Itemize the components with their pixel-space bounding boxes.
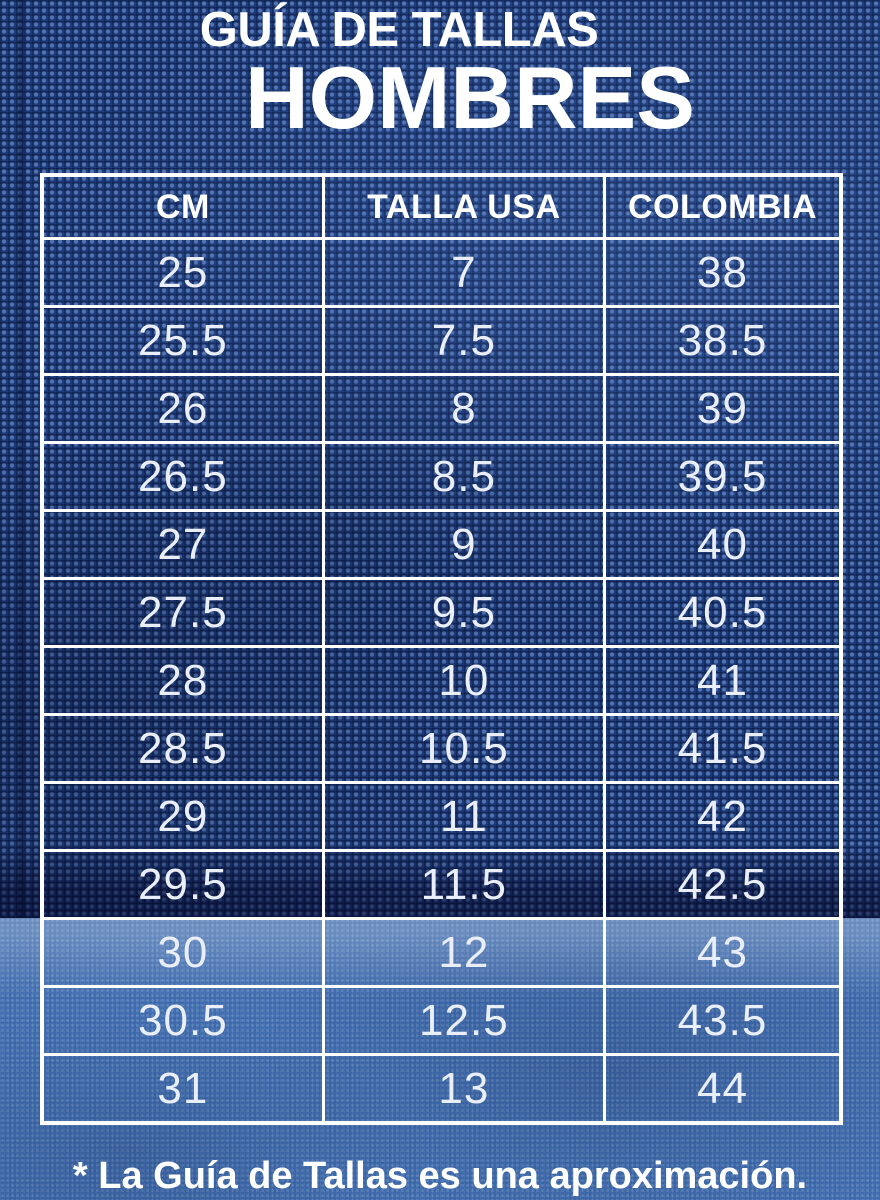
table-row <box>42 647 841 715</box>
cell-colombia: 42 <box>604 783 841 851</box>
size-table-header <box>42 175 841 239</box>
cell-colombia: 44 <box>604 1055 841 1124</box>
cell-colombia: 38 <box>604 239 841 307</box>
cell-talla-usa: 10 <box>323 647 604 715</box>
cell-talla-usa: 8 <box>323 375 604 443</box>
column-header-talla-usa: TALLA USA <box>323 175 604 239</box>
table-row <box>42 851 841 919</box>
table-row <box>42 511 841 579</box>
cell-cm: 31 <box>42 1055 323 1124</box>
cell-cm: 27 <box>42 511 323 579</box>
size-table-body <box>42 239 841 1124</box>
cell-talla-usa: 11 <box>323 783 604 851</box>
cell-cm: 30 <box>42 919 323 987</box>
table-row <box>42 307 841 375</box>
cell-cm: 27.5 <box>42 579 323 647</box>
table-row <box>42 783 841 851</box>
cell-colombia: 40 <box>604 511 841 579</box>
cell-talla-usa: 12.5 <box>323 987 604 1055</box>
page-subtitle-hombres: HOMBRES <box>245 48 695 147</box>
cell-colombia: 41 <box>604 647 841 715</box>
cell-cm: 28 <box>42 647 323 715</box>
table-row <box>42 239 841 307</box>
size-table <box>40 173 843 1125</box>
cell-colombia: 41.5 <box>604 715 841 783</box>
table-row <box>42 1055 841 1124</box>
cell-colombia: 42.5 <box>604 851 841 919</box>
cell-talla-usa: 7.5 <box>323 307 604 375</box>
cell-cm: 25 <box>42 239 323 307</box>
cell-colombia: 38.5 <box>604 307 841 375</box>
table-row <box>42 375 841 443</box>
cell-colombia: 40.5 <box>604 579 841 647</box>
page-title: GUÍA DE TALLAS <box>199 3 599 57</box>
approximation-footnote: * La Guía de Tallas es una aproximación. <box>72 1155 808 1197</box>
header-row <box>42 175 841 239</box>
table-row <box>42 987 841 1055</box>
cell-talla-usa: 8.5 <box>323 443 604 511</box>
table-row <box>42 579 841 647</box>
cell-colombia: 43 <box>604 919 841 987</box>
cell-talla-usa: 9.5 <box>323 579 604 647</box>
cell-talla-usa: 11.5 <box>323 851 604 919</box>
cell-cm: 26 <box>42 375 323 443</box>
cell-cm: 28.5 <box>42 715 323 783</box>
cell-colombia: 43.5 <box>604 987 841 1055</box>
cell-cm: 29.5 <box>42 851 323 919</box>
cell-cm: 25.5 <box>42 307 323 375</box>
cell-cm: 26.5 <box>42 443 323 511</box>
cell-talla-usa: 10.5 <box>323 715 604 783</box>
cell-talla-usa: 7 <box>323 239 604 307</box>
cell-cm: 30.5 <box>42 987 323 1055</box>
cell-talla-usa: 12 <box>323 919 604 987</box>
cell-cm: 29 <box>42 783 323 851</box>
cell-colombia: 39.5 <box>604 443 841 511</box>
cell-talla-usa: 9 <box>323 511 604 579</box>
cell-talla-usa: 13 <box>323 1055 604 1124</box>
table-row <box>42 715 841 783</box>
table-row <box>42 919 841 987</box>
cell-colombia: 39 <box>604 375 841 443</box>
column-header-cm: CM <box>42 175 323 239</box>
table-row <box>42 443 841 511</box>
column-header-colombia: COLOMBIA <box>604 175 841 239</box>
